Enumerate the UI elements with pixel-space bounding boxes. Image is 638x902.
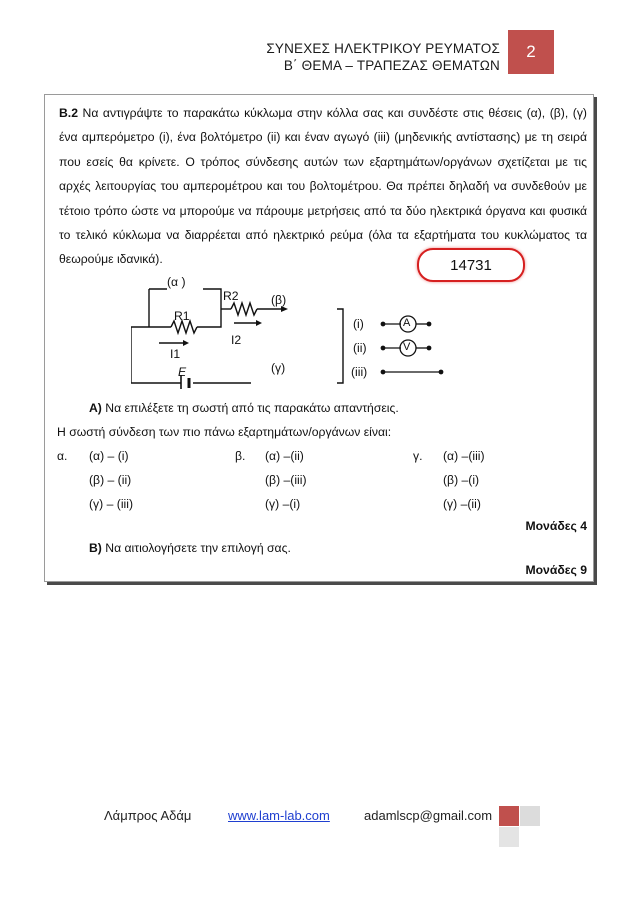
label-i1: I1 <box>170 347 181 361</box>
wire-a-right <box>203 289 221 309</box>
label-r1: R1 <box>174 309 190 323</box>
header-subtitle: Β΄ ΘΕΜΑ – ΤΡΑΠΕΖΑΣ ΘΕΜΑΤΩΝ <box>283 58 500 73</box>
problem-card <box>44 94 594 582</box>
footer-email: adamlscp@gmail.com <box>364 808 493 823</box>
problem-statement <box>59 101 587 272</box>
option-a-letter: α. <box>57 449 68 463</box>
legend-label-conductor: (iii) <box>351 365 368 379</box>
header-title: ΣΥΝΕΧΕΣ ΗΛΕΚΤΡΙΚΟΥ ΡΕΥΜΑΤΟΣ <box>266 41 500 56</box>
ammeter-letter: A <box>403 317 411 329</box>
footer-square-gray-2 <box>499 827 519 847</box>
problem-text: Να αντιγράψτε το παρακάτω κύκλωμα στην κόλλα σας και συνδέστε στις θέσεις (α), (β), (γ) ένα αμπερόμετρο (i), ένα βολτόμετρο (ii) και έναν αγωγό (iii) (μηδενικής αντίστασης) με τη σειρά που εσείς θα κρίνετε. Ο τρόπος σύνδεσης αυτών των εξαρτημάτων/οργάνων σχετίζεται με τις αρχές λειτουργίας του αμπερομέτρου και του βολτομέτρου. Θα πρέπει δηλαδή να συνδεθούν με τέτοιο τρόπο ώστε να μπορούμε να πάρουμε μετρήσεις από τα δύο ηλεκτρικά όργανα και φυσικά το τελικό κύκλωμα να διαρρέεται από ηλεκτρικό ρεύμα (όλα τα εξαρτήματα του κυκλώματος τα θεωρούμε ιδανικά). <box>59 106 587 267</box>
legend-label-ammeter: (i) <box>353 317 364 331</box>
option-b-line-3: (γ) –(i) <box>265 497 301 511</box>
terminal-bracket <box>337 309 343 383</box>
option-b-letter: β. <box>235 449 246 463</box>
part-a-question: Η σωστή σύνδεση των πιο πάνω εξαρτημάτων/οργάνων είναι: <box>57 425 392 439</box>
label-pos-b: (β) <box>271 293 287 307</box>
label-emf: E <box>178 365 187 379</box>
page-header <box>266 40 500 74</box>
label-pos-a: (α ) <box>167 275 186 289</box>
label-pos-c: (γ) <box>271 361 286 375</box>
page-number-badge: 2 <box>508 30 554 74</box>
option-a-line-1: (α) – (i) <box>89 449 129 463</box>
part-a-heading <box>89 401 399 415</box>
option-c-line-2: (β) –(i) <box>443 473 480 487</box>
problem-number: Β.2 <box>59 106 78 120</box>
part-a-instruction: Να επιλέξετε τη σωστή από τις παρακάτω απαντήσεις. <box>105 401 399 415</box>
footer-square-gray-1 <box>520 806 540 826</box>
voltmeter-letter: V <box>403 341 411 353</box>
option-a-line-3: (γ) – (iii) <box>89 497 134 511</box>
footer-square-red <box>499 806 519 826</box>
option-b-line-2: (β) –(iii) <box>265 473 307 487</box>
footer-website-link[interactable]: www.lam-lab.com <box>228 808 330 823</box>
option-b-line-1: (α) –(ii) <box>265 449 304 463</box>
resistor-r2 <box>231 303 257 315</box>
option-c-line-1: (α) –(iii) <box>443 449 485 463</box>
label-i2: I2 <box>231 333 242 347</box>
part-b-points: Μονάδες 9 <box>525 563 587 577</box>
arrow-i1 <box>183 340 189 346</box>
part-b-heading <box>89 541 291 555</box>
option-c-line-3: (γ) –(ii) <box>443 497 481 511</box>
code-stamp: 14731 <box>417 248 525 282</box>
legend-symbols <box>379 313 459 387</box>
legend-label-voltmeter: (ii) <box>353 341 367 355</box>
part-b-label: Β) <box>89 541 102 555</box>
option-a-line-2: (β) – (ii) <box>89 473 132 487</box>
option-c-letter: γ. <box>413 449 423 463</box>
footer-author: Λάμπρος Αδάμ <box>104 808 192 823</box>
part-a-points: Μονάδες 4 <box>525 519 587 533</box>
part-a-label: Α) <box>89 401 102 415</box>
label-r2: R2 <box>223 289 239 303</box>
part-b-instruction: Να αιτιολογήσετε την επιλογή σας. <box>105 541 291 555</box>
arrow-i2 <box>256 320 262 326</box>
